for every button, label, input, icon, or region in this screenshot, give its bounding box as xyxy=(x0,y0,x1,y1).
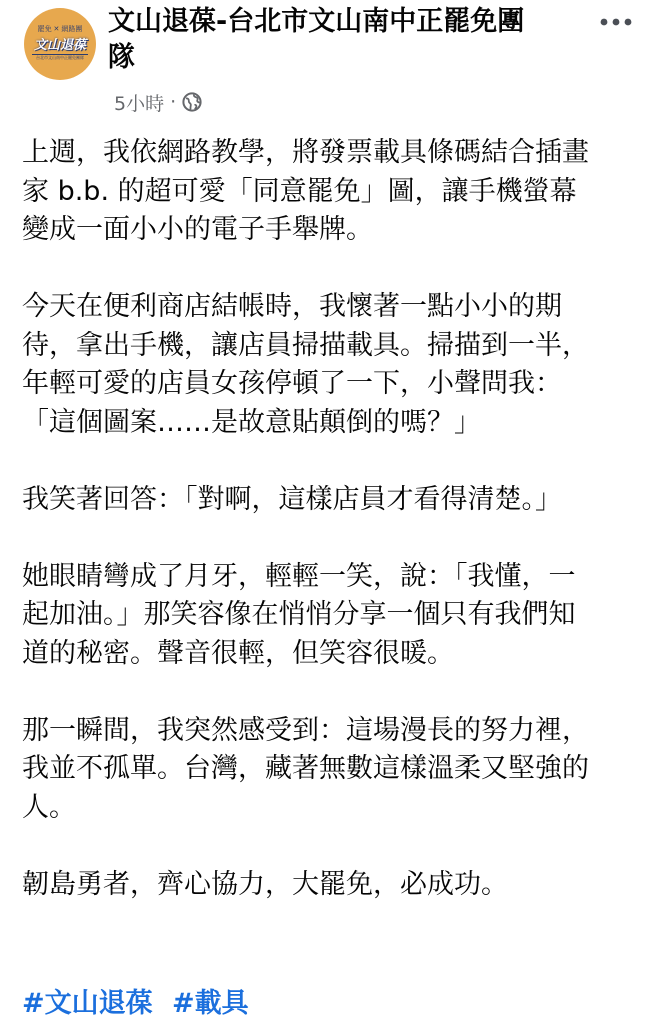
text-line: 起加油。」那笑容像在悄悄分享一個只有我們知 xyxy=(22,599,576,630)
page-name-line-2: 隊 xyxy=(108,42,135,73)
post-paragraph xyxy=(22,481,647,520)
post-timestamp[interactable]: 5小時 xyxy=(114,92,165,115)
post-paragraph xyxy=(22,134,647,250)
text-line: 道的秘密。聲音很輕，但笑容很暖。 xyxy=(22,637,454,669)
post-meta xyxy=(114,89,202,115)
hashtag-link[interactable]: #載具 xyxy=(172,988,249,1019)
text-line: 年輕可愛的店員女孩停頓了一下，小聲問我： xyxy=(22,368,562,399)
more-options-button[interactable] xyxy=(598,14,634,30)
text-line: 我並不孤單。台灣，藏著無數這樣溫柔又堅強的 xyxy=(22,753,589,784)
more-horizontal-icon xyxy=(598,14,634,30)
post-header xyxy=(0,0,655,120)
page-name-link[interactable] xyxy=(108,4,578,76)
hashtag-row xyxy=(22,984,259,1024)
page-name-line-1: 文山退葆-台北市文山南中正罷免團 xyxy=(108,6,525,37)
page-avatar[interactable] xyxy=(24,8,96,80)
text-line: 「這個圖案……是故意貼顛倒的嗎？」 xyxy=(22,406,481,438)
post-paragraph xyxy=(22,288,647,442)
post-paragraph xyxy=(22,712,647,828)
meta-separator: · xyxy=(170,91,177,113)
post-paragraph xyxy=(22,866,647,905)
post-paragraph xyxy=(22,558,647,674)
globe-icon[interactable] xyxy=(182,92,202,112)
avatar-top-text: 罷免 ✕ 網路團 xyxy=(37,26,83,33)
text-line: 上週，我依網路教學，將發票載具條碼結合插畫 xyxy=(22,137,589,168)
text-line: 我笑著回答：「對啊，這樣店員才看得清楚。」 xyxy=(22,483,562,515)
text-line: 家 b.b. 的超可愛「同意罷免」圖，讓手機螢幕 xyxy=(22,175,577,207)
text-line: 變成一面小小的電子手舉牌。 xyxy=(22,214,373,245)
text-line: 那一瞬間，我突然感受到：這場漫長的努力裡， xyxy=(22,714,589,746)
text-line: 她眼睛彎成了月牙，輕輕一笑，說：「我懂，一 xyxy=(22,560,576,592)
text-line: 今天在便利商店結帳時，我懷著一點小小的期 xyxy=(22,291,562,322)
avatar-bottom-text: 台北市文山南中正罷免團隊 xyxy=(32,54,88,61)
avatar-logo-text: 文山退葆 xyxy=(33,37,86,52)
text-line: 待，拿出手機，讓店員掃描載具。掃描到一半， xyxy=(22,329,589,361)
text-line: 韌島勇者，齊心協力，大罷免，必成功。 xyxy=(22,868,508,900)
text-line: 人。 xyxy=(22,791,76,823)
post-body xyxy=(22,134,647,904)
hashtag-link[interactable]: #文山退葆 xyxy=(22,988,153,1019)
